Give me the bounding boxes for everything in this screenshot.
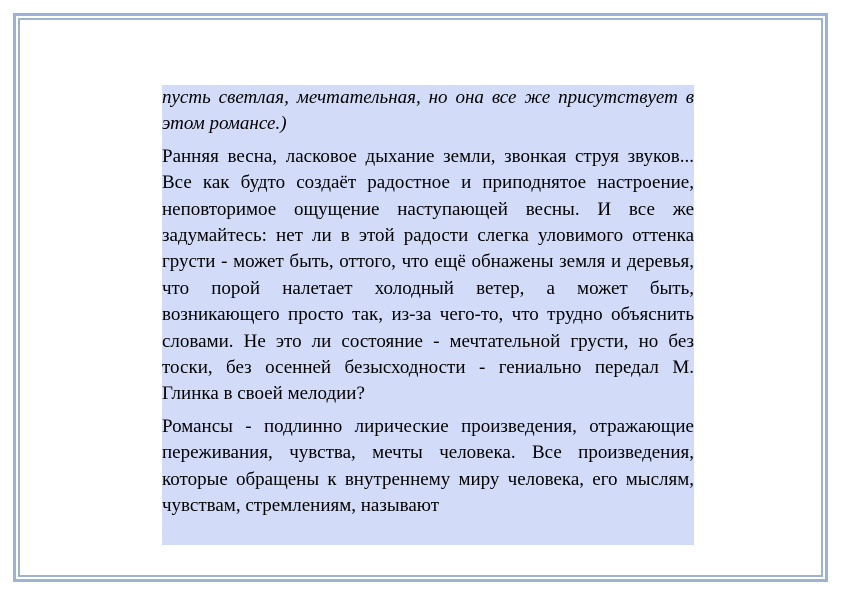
paragraph-romances: Романсы - подлинно лирические произведения, отражающие переживания, чувства, мечты человека. Все произведения, которые обращены к внутреннему миру человека, его мыслям, чувствам, стремлениям, называют	[162, 415, 694, 517]
text-block	[162, 85, 694, 545]
paragraph-intro-italic: пусть светлая, мечтательная, но она все же присутствует в этом романсе.)	[162, 87, 694, 135]
paragraph-spring: Ранняя весна, ласковое дыхание земли, звонкая струя звуков... Все как будто создаёт радостное и приподнятое настроение, неповторимое ощущение наступающей весны. И все же задумайтесь: нет ли в этой радости слегка уловимого оттенка грусти - может быть, оттого, что ещё обнажены земля и деревья, что порой налетает холодный ветер, а может быть, возникающего просто так, из-за чего-то, что трудно объяснить словами. Не это ли состояние - мечтательной грусти, но без тоски, без осенней безысходности - гениально передал М. Глинка в своей мелодии?	[162, 145, 694, 405]
